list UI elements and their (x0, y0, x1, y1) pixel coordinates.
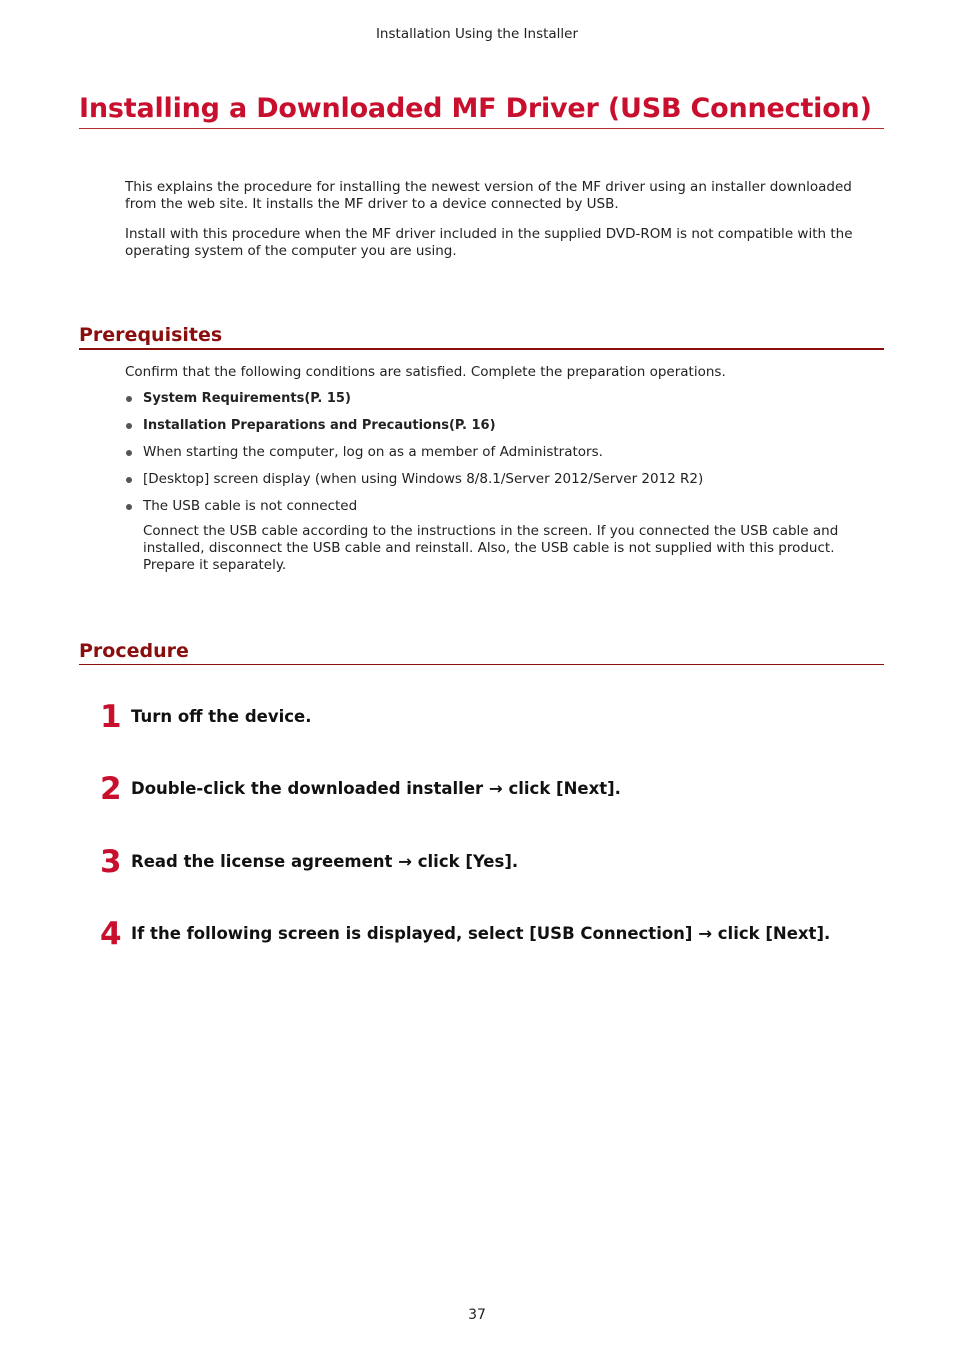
prerequisites-heading: Prerequisites (79, 324, 884, 350)
procedure-step-1 (100, 700, 880, 736)
page-number: 37 (468, 1307, 486, 1323)
step-number: 1 (100, 699, 122, 735)
step-text: Read the license agreement → click [Yes]. (131, 852, 519, 871)
list-item (125, 444, 860, 461)
bullet-icon (126, 477, 132, 483)
bullet-icon (126, 423, 132, 429)
prerequisites-section (125, 364, 860, 584)
link-installation-preparations[interactable] (125, 417, 860, 434)
procedure-step-3 (100, 845, 880, 881)
usb-cable-note: Connect the USB cable according to the instructions in the screen. If you connected the USB cable and installed, disconnect the USB cable and reinstall. Also, the USB cable is not supplied with this product. Prepare it separately. (143, 523, 839, 573)
step-number: 2 (100, 771, 122, 807)
intro-paragraph: Install with this procedure when the MF driver included in the supplied DVD-ROM is not compatible with the operating system of the computer you are using. (125, 226, 853, 259)
step-text: If the following screen is displayed, select [USB Connection] → click [Next]. (131, 924, 831, 943)
bullet-icon (126, 450, 132, 456)
page-title: Installing a Downloaded MF Driver (USB Connection) (79, 93, 884, 129)
list-item (125, 498, 860, 574)
list-item-text: System Requirements(P. 15) (143, 391, 351, 406)
list-item-text: [Desktop] screen display (when using Windows 8/8.1/Server 2012/Server 2012 R2) (143, 471, 704, 487)
procedure-heading: Procedure (79, 640, 884, 665)
bullet-icon (126, 504, 132, 510)
prerequisites-list (125, 390, 860, 574)
step-text: Double-click the downloaded installer → click [Next]. (131, 779, 621, 798)
list-item (125, 471, 860, 488)
list-item-text: When starting the computer, log on as a member of Administrators. (143, 444, 603, 460)
intro-paragraph: This explains the procedure for installing the newest version of the MF driver using an installer downloaded from the web site. It installs the MF driver to a device connected by USB. (125, 179, 852, 212)
step-number: 3 (100, 844, 122, 880)
step-text: Turn off the device. (131, 707, 312, 726)
procedure-step-4 (100, 917, 880, 953)
prerequisites-lead: Confirm that the following conditions are satisfied. Complete the preparation operations. (125, 364, 726, 380)
procedure-step-2 (100, 772, 880, 808)
step-number: 4 (100, 916, 122, 952)
list-item-text: Installation Preparations and Precautions(P. 16) (143, 418, 496, 433)
list-item-text: The USB cable is not connected (143, 498, 358, 514)
link-system-requirements[interactable] (125, 390, 860, 407)
running-header: Installation Using the Installer (375, 26, 579, 42)
intro-section (125, 179, 860, 273)
bullet-icon (126, 396, 132, 402)
